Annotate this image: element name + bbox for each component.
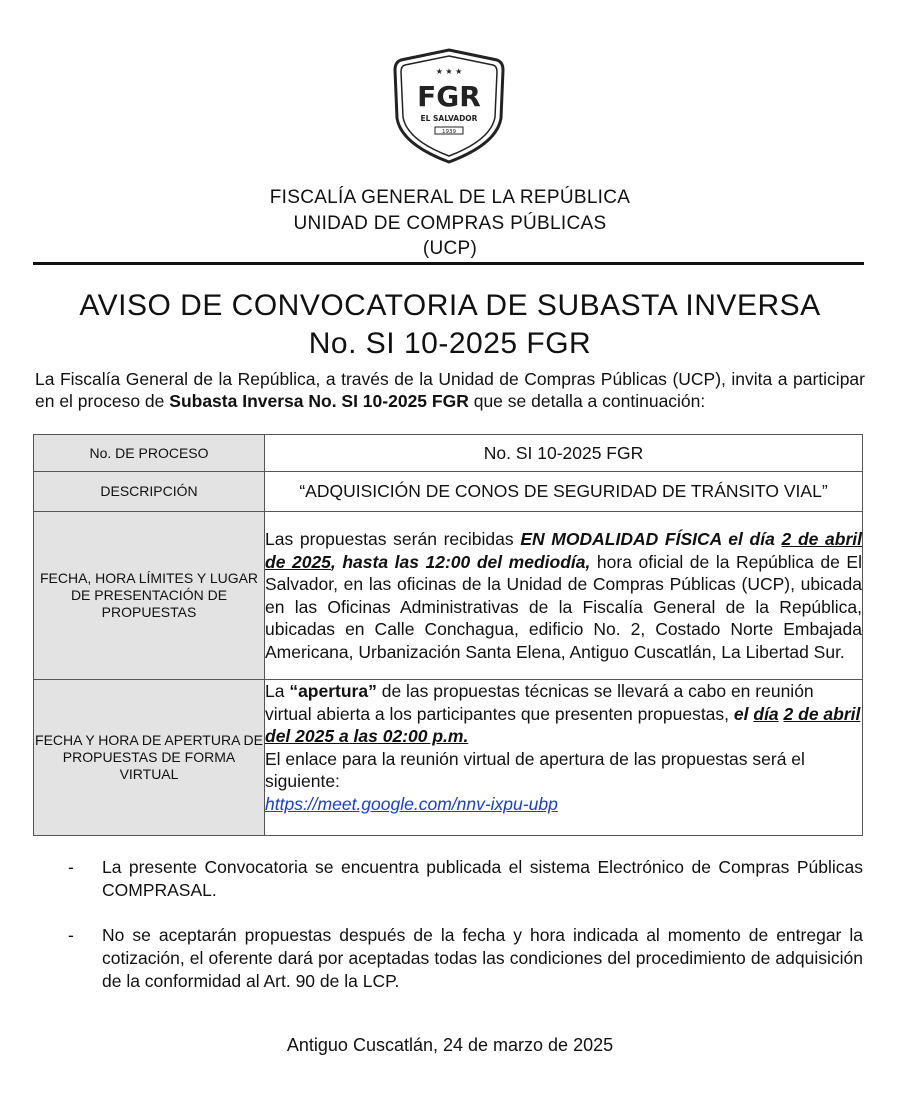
intro-process-name: Subasta Inversa No. SI 10-2025 FGR [169, 391, 469, 411]
notice-title: AVISO DE CONVOCATORIA DE SUBASTA INVERSA [79, 289, 821, 322]
bullet-publication: La presente Convocatoria se encuentra publicada el sistema Electrónico de Compras Públicas COMPRASAL. [102, 857, 863, 900]
bullet-deadline: No se aceptarán propuestas después de la fecha y hora indicada al momento de entregar la cotización, el oferente dará por aceptadas todas las condiciones del procedimiento de adquisición de la conformidad al Art. 90 de la LCP. [102, 925, 863, 991]
table-row [34, 512, 863, 680]
header-divider [33, 262, 864, 265]
description-value: “ADQUISICIÓN DE CONOS DE SEGURIDAD DE TRÁNSITO VIAL” [265, 472, 863, 512]
process-table [33, 434, 863, 836]
logo-year: 1939 [442, 129, 456, 135]
opening-date: 2 de abril del 2025 a las 02:00 p.m. [265, 703, 861, 746]
notice-number: No. SI 10-2025 FGR [308, 327, 592, 360]
description-label: DESCRIPCIÓN [34, 472, 265, 512]
table-row [34, 680, 863, 836]
table-row [34, 435, 863, 472]
logo-text: FGR [417, 80, 481, 113]
fgr-logo [393, 48, 505, 164]
org-unit: UNIDAD DE COMPRAS PÚBLICAS [293, 213, 607, 234]
submission-date: 2 de abril de 2025 [265, 529, 862, 572]
opening-value: La “apertura” de las propuestas técnicas se llevará a cabo en reunión virtual abierta a los participantes que presenten propuestas, el día 2 de abril del 2025 a las 02:00 p.m. El enlace para la reunión virtual de apertura de las propuestas será el siguiente: https://meet.google.com/nnv-ixpu-ubp [265, 680, 863, 836]
logo-subtext: EL SALVADOR [420, 114, 478, 123]
submission-value: Las propuestas serán recibidas EN MODALIDAD FÍSICA el día 2 de abril de 2025, hasta las 12:00 del mediodía, hora oficial de la República de El Salvador, en las oficinas de la Unidad de Compras Públicas (UCP), ubicada en las Oficinas Administrativas de la Fiscalía General de la República, ubicadas en Calle Conchagua, edificio No. 2, Costado Norte Embajada Americana, Urbanización Santa Elena, Antiguo Cuscatlán, La Libertad Sur. [265, 512, 863, 680]
place-date: Antiguo Cuscatlán, 24 de marzo de 2025 [286, 1035, 614, 1055]
logo-stars: ★ ★ ★ [435, 67, 463, 76]
process-number-value: No. SI 10-2025 FGR [265, 435, 863, 472]
meeting-link[interactable]: https://meet.google.com/nnv-ixpu-ubp [265, 793, 558, 814]
list-item: - La presente Convocatoria se encuentra publicada el sistema Electrónico de Compras Públicas COMPRASAL. [68, 857, 863, 900]
list-item: - No se aceptarán propuestas después de la fecha y hora indicada al momento de entregar la cotización, el oferente dará por aceptadas todas las condiciones del procedimiento de adquisición de la conformidad al Art. 90 de la LCP. [68, 925, 863, 991]
org-abbrev: (UCP) [422, 238, 478, 259]
submission-label: FECHA, HORA LÍMITES Y LUGAR DE PRESENTACIÓN DE PROPUESTAS [34, 512, 265, 680]
opening-label: FECHA Y HORA DE APERTURA DE PROPUESTAS DE FORMA VIRTUAL [34, 680, 265, 836]
intro-paragraph: La Fiscalía General de la República, a través de la Unidad de Compras Públicas (UCP), invita a participar en el proceso de Subasta Inversa No. SI 10-2025 FGR que se detalla a continuación: [35, 369, 865, 411]
table-row [34, 472, 863, 512]
process-number-label: No. DE PROCESO [34, 435, 265, 472]
org-name: FISCALÍA GENERAL DE LA REPÚBLICA [269, 187, 631, 208]
